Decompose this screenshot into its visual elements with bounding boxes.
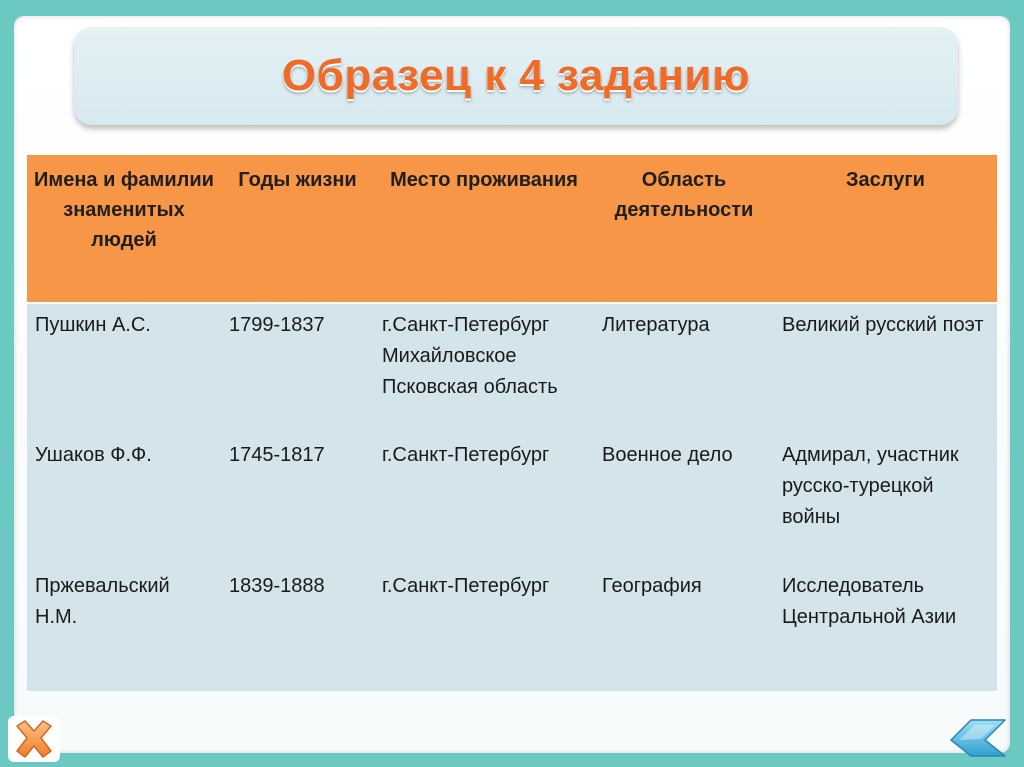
table-cell: Великий русский поэт xyxy=(782,314,984,336)
table-cell: Ушаков Ф.Ф. xyxy=(35,444,152,466)
table-cell: География xyxy=(602,575,702,597)
column-header-field: Область деятельности xyxy=(594,155,774,303)
data-table xyxy=(27,155,997,698)
back-button[interactable] xyxy=(945,714,1009,760)
close-button[interactable] xyxy=(8,716,60,762)
table-cell: Пржевальский Н.М. xyxy=(35,575,170,628)
table-cell: г.Санкт-Петербург xyxy=(382,444,550,466)
table-row xyxy=(27,303,997,434)
back-arrow-icon xyxy=(945,714,1009,760)
table-cell: Исследователь Центральной Азии xyxy=(782,575,957,628)
close-x-icon xyxy=(11,718,57,760)
table-row xyxy=(27,565,997,698)
table-cell: Пушкин А.С. xyxy=(35,314,151,336)
table-cell: Литература xyxy=(602,314,710,336)
data-table-container xyxy=(27,155,997,691)
table-header-row xyxy=(27,155,997,303)
column-header-place: Место проживания xyxy=(374,155,594,303)
table-cell: г.Санкт-Петербург xyxy=(382,575,550,597)
table-cell: 1745-1817 xyxy=(229,444,325,466)
table-cell: 1799-1837 xyxy=(229,314,325,336)
column-header-merits: Заслуги xyxy=(774,155,997,303)
title-banner xyxy=(74,27,958,125)
table-cell: Адмирал, участник русско-турецкой войны xyxy=(782,444,959,528)
page-title: Образец к 4 заданию xyxy=(281,51,751,100)
table-cell: Военное дело xyxy=(602,444,733,466)
column-header-years: Годы жизни xyxy=(221,155,374,303)
table-cell: г.Санкт-Петербург Михайловское Псковская область xyxy=(382,314,558,398)
table-row xyxy=(27,434,997,565)
table-cell: 1839-1888 xyxy=(229,575,325,597)
column-header-names: Имена и фамилии знаменитых людей xyxy=(27,155,221,303)
